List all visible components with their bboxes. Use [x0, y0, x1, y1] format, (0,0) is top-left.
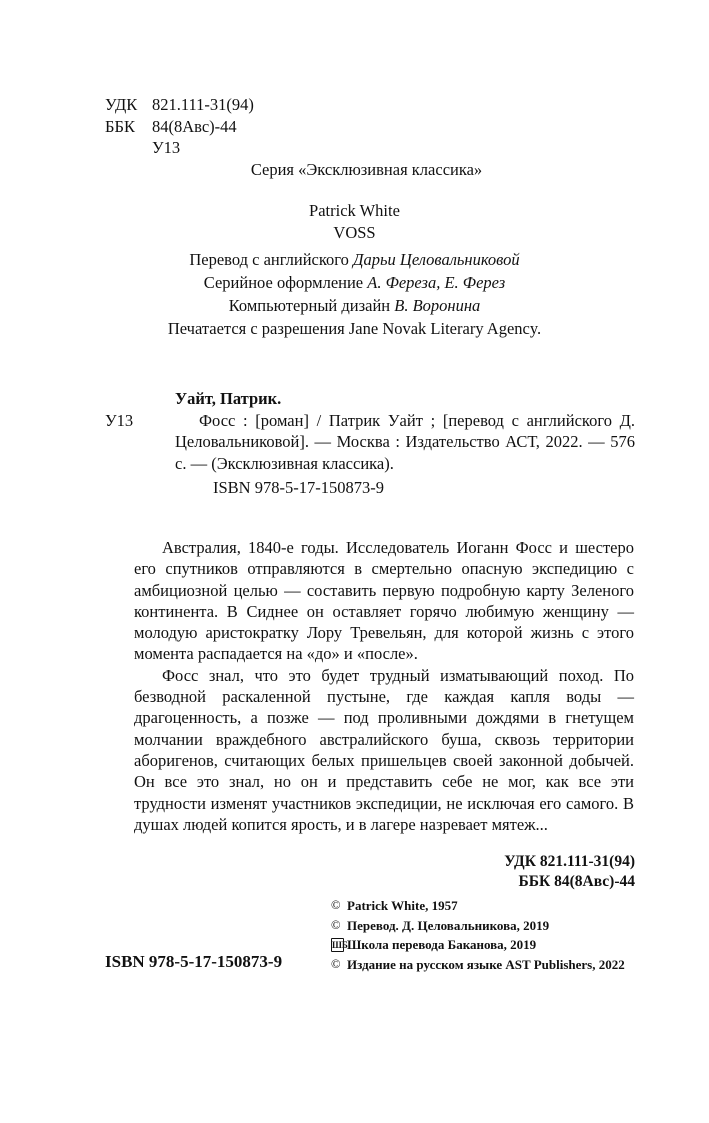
computer-design-prefix: Компьютерный дизайн [228, 296, 395, 315]
copyright-author-text: Patrick White, 1957 [347, 898, 458, 913]
original-author: Patrick White [309, 201, 400, 220]
classification-block [105, 94, 254, 159]
annotation-paragraph-1: Австралия, 1840-е годы. Исследователь Иоганн Фосс и шестеро его спутников отправляются в смертельно опасную экспедицию с амбициозной целью — составить первую подробную карту Зеленого континента. В Сиднее он оставляет горячо любимую женщину — молодую аристократку Лору Тревельян, для которой жизнь с этого момента распадается на «до» и «после». [134, 538, 634, 664]
copyright-icon: © [331, 898, 341, 912]
permission-line: Печатается с разрешения Jane Novak Literary Agency. [167, 319, 542, 338]
bakanov-school-logo-icon [331, 938, 348, 952]
isbn-middle: ISBN 978-5-17-150873-9 [213, 478, 384, 497]
bbk-repeat: ББК 84(8Авс)-44 [518, 873, 635, 890]
udk-line [105, 94, 254, 116]
copyright-block [331, 896, 625, 974]
series-designer-name: А. Фереза, Е. Ферез [367, 273, 506, 292]
series-line: Серия «Эксклюзивная классика» [250, 160, 483, 179]
isbn-bottom: ISBN 978-5-17-150873-9 [105, 952, 283, 971]
shelf-mark-biblio: У13 [105, 410, 134, 430]
series-design-prefix: Серийное оформление [203, 273, 368, 292]
copyright-translation-text: Перевод. Д. Целовальникова, 2019 [347, 917, 550, 933]
computer-design-credit [0, 294, 709, 317]
bbk-value: 84(8Авс)-44 [152, 116, 237, 136]
translation-credit [0, 248, 709, 271]
copyright-icon: © [331, 956, 341, 971]
copyright-edition-text: Издание на русском языке AST Publishers, 2022 [347, 956, 625, 972]
shelf-mark-top: У13 [152, 138, 181, 157]
classification-repeat-block [504, 852, 635, 892]
udk-value: 821.111-31(94) [152, 95, 254, 114]
series-design-credit [0, 271, 709, 294]
biblio-description-text: Фосс : [роман] / Патрик Уайт ; [перевод с английского Д. Целовальниковой]. — Москва : Издательство АСТ, 2022. — 576 с. — (Эксклюзивная классика). [175, 410, 635, 473]
translator-name: Дарьи Целовальниковой [353, 250, 520, 269]
bakanov-monogram: ШБ [332, 939, 348, 950]
udk-label: УДК [105, 95, 138, 114]
bbk-line [105, 116, 254, 138]
computer-designer-name: В. Воронина [394, 296, 481, 315]
biblio-text-wrapper [105, 410, 635, 475]
copyright-line-edition [331, 955, 625, 975]
bbk-label: ББК [105, 116, 135, 136]
annotation-paragraph-2: Фосс знал, что это будет трудный изматывающий поход. По безводной раскаленной пустыне, где каждая капля воды — драгоценность, а позже — под проливными дождями в гнетущем молчании враждебного австралийского буша, сквозь территории аборигенов, считающих белых пришельцев своей законной добычей. Он все это знал, но он и представить себе не мог, как все эти трудности изменят участников экспедиции, не исключая его самого. В душах людей копится ярость, и в лагере назревает мятеж... [134, 665, 634, 834]
copyright-bakanov-text: Школа перевода Баканова, 2019 [347, 937, 537, 952]
translation-prefix: Перевод с английского [189, 250, 354, 269]
copyright-icon: © [331, 917, 341, 932]
udk-repeat: УДК 821.111-31(94) [504, 853, 635, 870]
copyright-line-bakanov-school [331, 935, 625, 955]
biblio-body [105, 410, 635, 475]
copyright-line-translation [331, 916, 625, 936]
original-title: VOSS [333, 223, 376, 242]
copyright-line-author [331, 896, 625, 916]
credits-block [0, 200, 709, 340]
biblio-heading: Уайт, Патрик. [175, 389, 282, 408]
annotation-block [134, 537, 634, 835]
bibliographic-description [105, 388, 635, 499]
